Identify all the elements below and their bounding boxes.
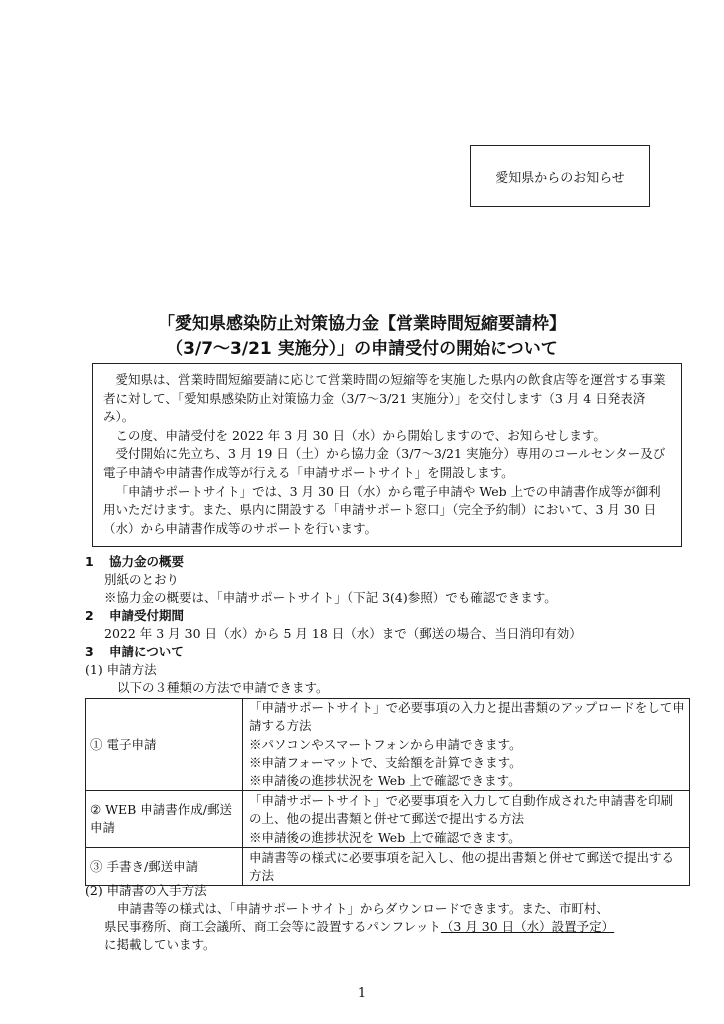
subsection-2-line: 申請書等の様式は、「申請サポートサイト」からダウンロードできます。また、市町村、	[117, 901, 609, 916]
method-desc-line: 申請書等の様式に必要事項を記入し、他の提出書類と併せて郵送で提出する方法	[249, 849, 675, 883]
section-title: 申請について	[109, 644, 184, 659]
section-number: 2	[85, 608, 94, 623]
section-3-heading	[85, 643, 184, 661]
method-description	[243, 848, 690, 886]
intro-paragraph: 「申請サポートサイト」では、3 月 30 日（水）から電子申請や Web 上での申請書作成等が御利用いただけます。また、県内に開設する「申請サポート窓口」（完全予約制）において、3 月 30 日（水）から申請書作成等のサポートを行います。	[103, 483, 661, 536]
section-number: 1	[85, 554, 94, 569]
section-title: 申請受付期間	[109, 608, 185, 623]
method-name: ③ 手書き/郵送申請	[86, 848, 243, 886]
subsection-1-heading: (1) 申請方法	[85, 662, 157, 677]
intro-box	[92, 363, 682, 547]
section-1-text: 別紙のとおり	[104, 572, 180, 587]
method-name: ② WEB 申請書作成/郵送申請	[86, 791, 243, 848]
subsection-2-line: に掲載しています。	[104, 937, 216, 952]
document-title-line2: （3/7〜3/21 実施分）」の申請受付の開始について	[166, 339, 558, 359]
notice-box	[470, 145, 650, 207]
section-2-text: 2022 年 3 月 30 日（水）から 5 月 18 日（水）まで（郵送の場合、当日消印有効）	[104, 626, 582, 641]
table-row	[86, 699, 690, 791]
section-2-heading	[85, 607, 184, 625]
method-desc-line: 「申請サポートサイト」で必要事項を入力して自動作成された申請書を印刷の上、他の提出書類と併せて郵送で提出する方法	[249, 793, 674, 827]
subsection-2-heading: (2) 申請書の入手方法	[85, 883, 207, 898]
section-1-note: ※協力金の概要は、「申請サポートサイト」（下記 3(4)参照）でも確認できます。	[104, 590, 557, 605]
page-number: 1	[357, 986, 367, 1001]
method-description	[243, 791, 690, 848]
section-number: 3	[85, 644, 94, 659]
methods-table	[85, 698, 690, 886]
method-desc-line: ※申請後の進捗状況を Web 上で確認できます。	[249, 829, 521, 845]
intro-paragraph: この度、申請受付を 2022 年 3 月 30 日（水）から開始しますので、お知らせします。	[115, 427, 606, 443]
intro-paragraph: 受付開始に先立ち、3 月 19 日（土）から協力金（3/7〜3/21 実施分）専用のコールセンター及び電子申請や申請書作成等が行える「申請サポートサイト」を開設します。	[103, 446, 666, 480]
method-desc-line: 「申請サポートサイト」で必要事項の入力と提出書類のアップロードをして申請する方法	[249, 700, 685, 734]
section-title: 協力金の概要	[109, 554, 185, 569]
notice-label: 愛知県からのお知らせ	[495, 170, 625, 186]
subsection-2-line	[104, 918, 614, 936]
underlined-date: （3 月 30 日（水）設置予定）	[440, 919, 615, 934]
method-desc-line: ※申請後の進捗状況を Web 上で確認できます。	[249, 773, 521, 789]
section-1-heading	[85, 553, 184, 571]
method-desc-line: ※申請フォーマットで、支給額を計算できます。	[249, 754, 522, 770]
method-desc-line: ※パソコンやスマートフォンから申請できます。	[249, 736, 522, 752]
method-name: ① 電子申請	[86, 699, 243, 791]
subsection-1-text: 以下の３種類の方法で申請できます。	[117, 680, 329, 695]
table-row	[86, 848, 690, 886]
document-title-line1: 「愛知県感染防止対策協力金【営業時間短縮要請枠】	[158, 314, 566, 334]
subsection-2-text: 県民事務所、商工会議所、商工会等に設置するパンフレット	[104, 919, 441, 934]
table-row	[86, 791, 690, 848]
method-description	[243, 699, 690, 791]
intro-paragraph: 愛知県は、営業時間短縮要請に応じて営業時間の短縮等を実施した県内の飲食店等を運営する事業者に対して、「愛知県感染防止対策協力金（3/7〜3/21 実施分）」を交付します（3 月 4 日発表済み）。	[103, 372, 666, 425]
